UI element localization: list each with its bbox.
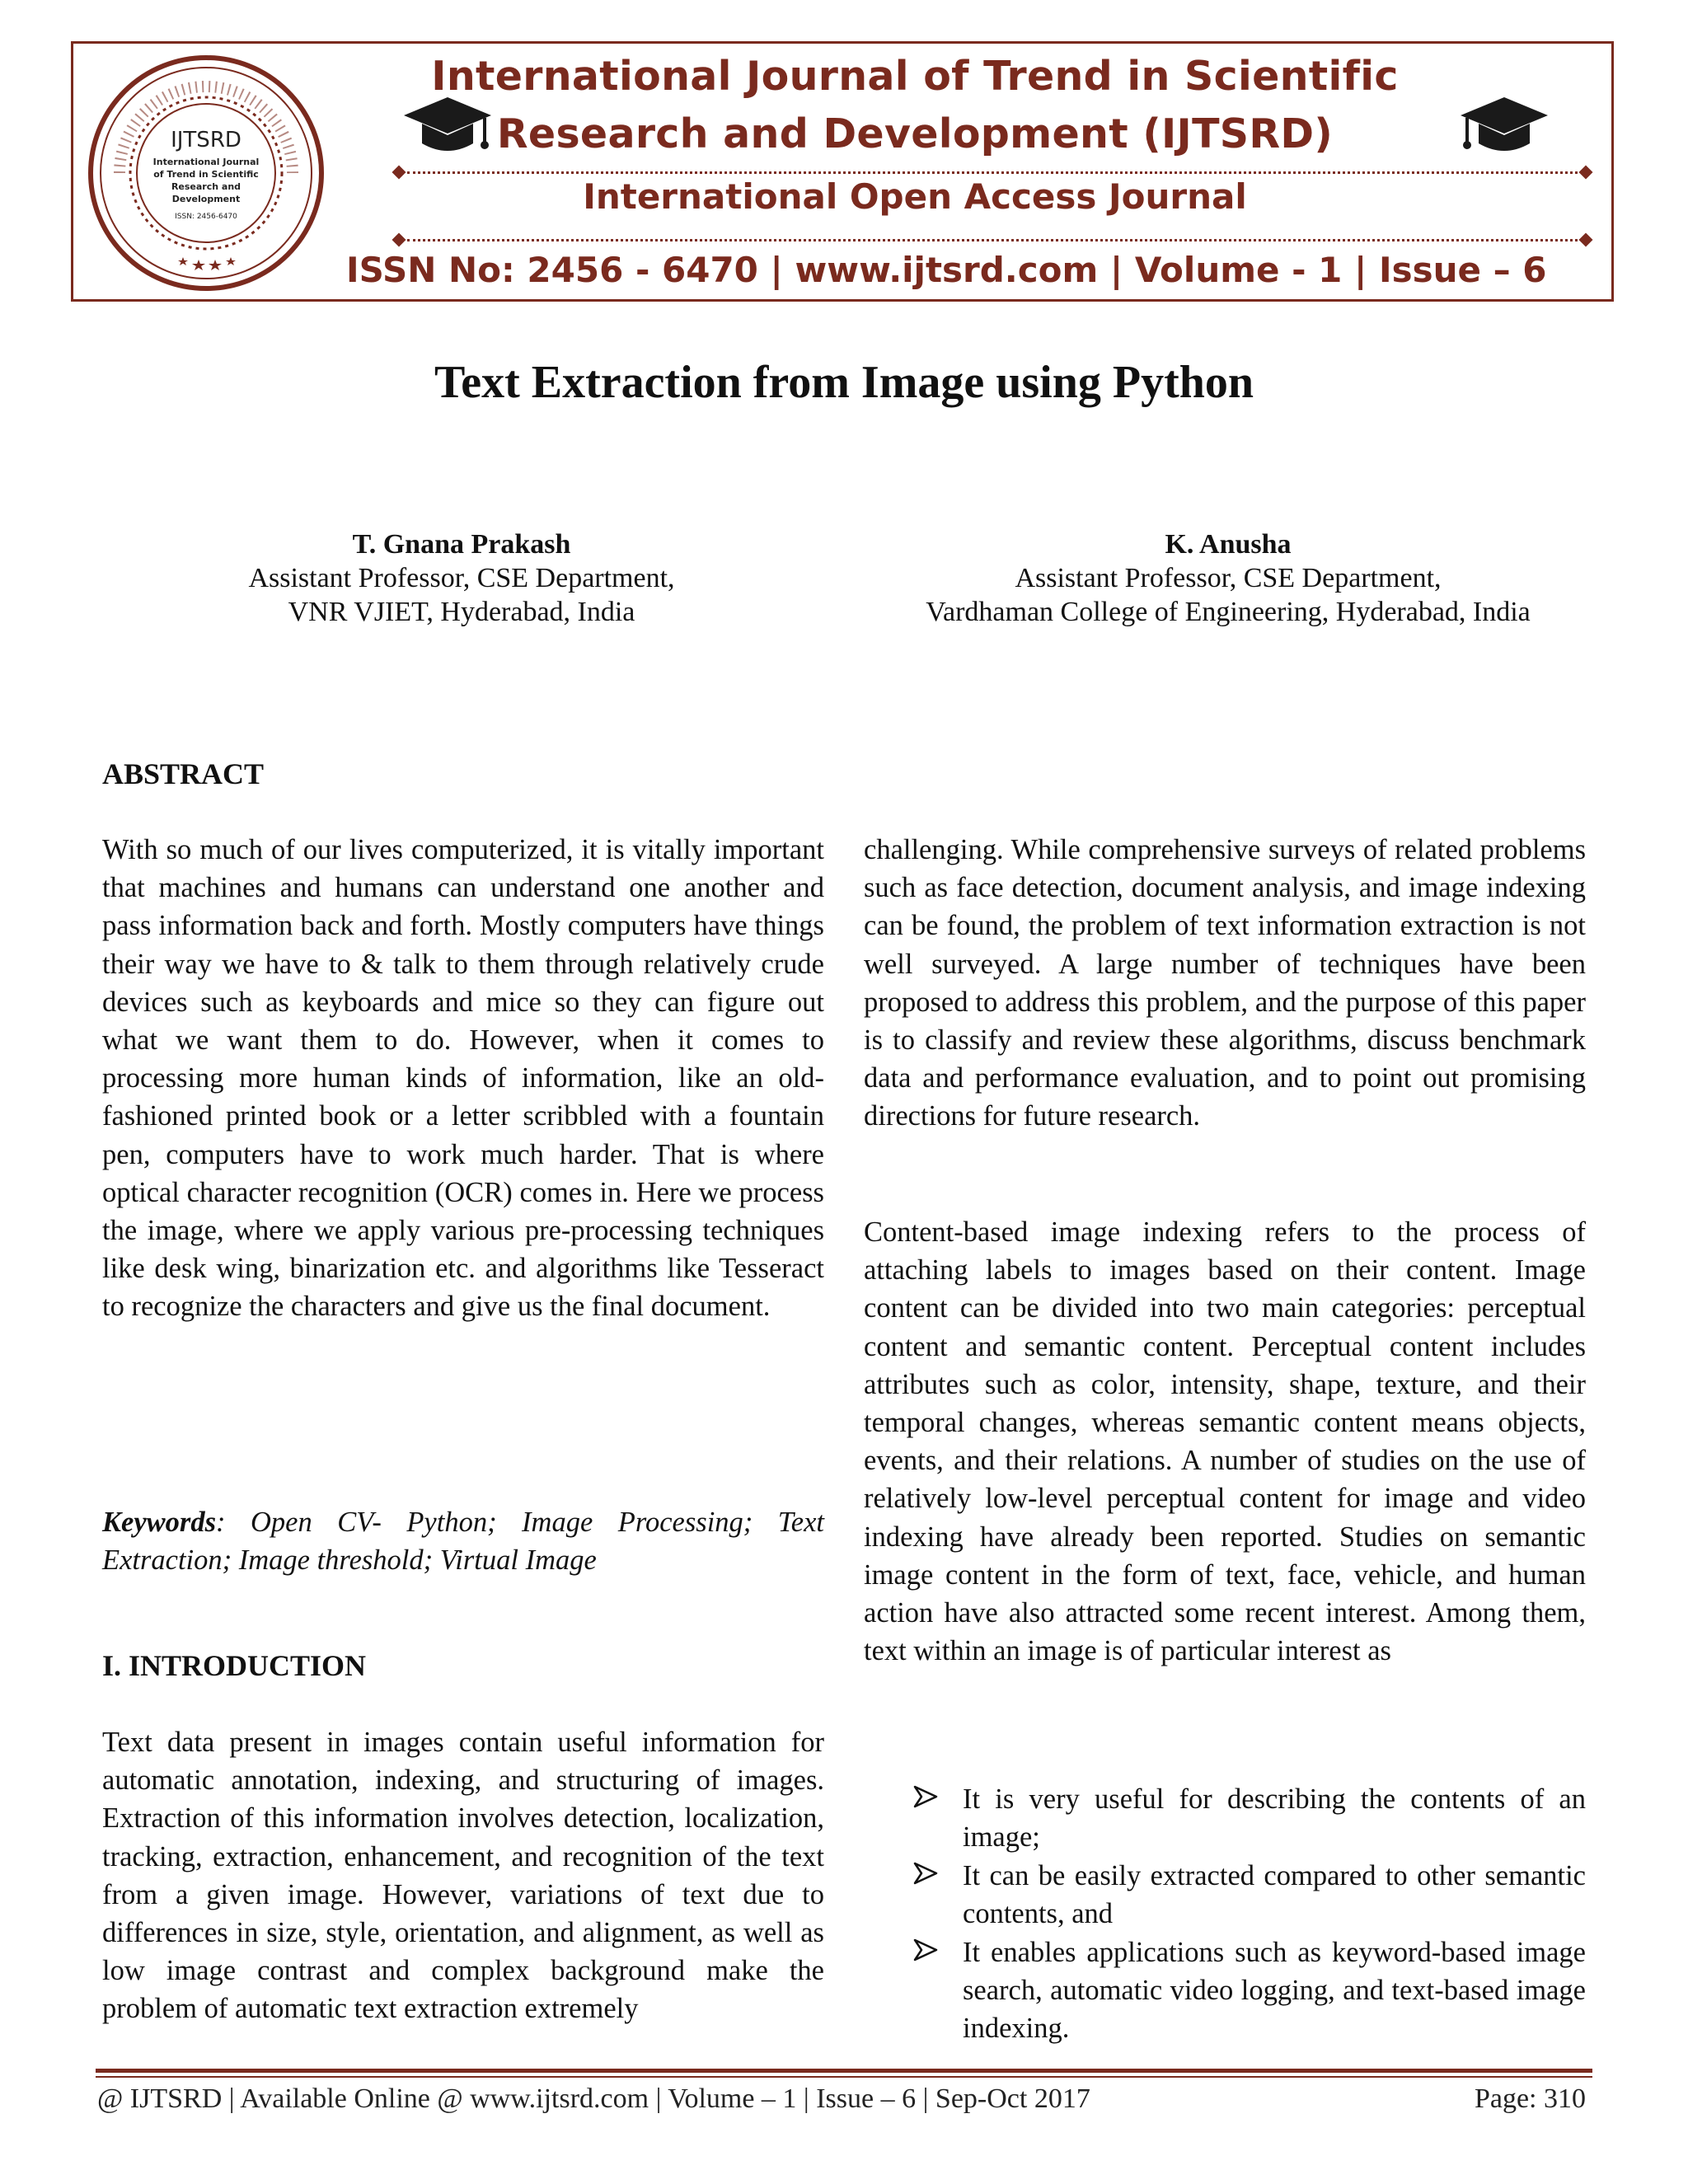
paragraph-text: Content-based image indexing refers to the process of attaching labels to images based on their content. Image content can be divided into two main categories: perceptual content and semantic content. Perceptual content includes attributes such as color, intensity, shape, texture, and their temporal changes, whereas semantic content means objects, events, and their relations. A number of studies on the use of relatively low-level perceptual content for image and video indexing have already been reported. Studies on semantic image content in the form of text, face, vehicle, and human action have also attracted some recent interest. Among them, text within an image is of particular interest as	[864, 1216, 1586, 1667]
introduction-heading: I. INTRODUCTION	[102, 1649, 367, 1682]
list-item-text: It enables applications such as keyword-based image search, automatic video logging, and text-based image indexing.	[963, 1937, 1586, 2044]
footer-rule	[96, 2069, 1592, 2073]
journal-seal-logo	[82, 49, 330, 297]
author-name: K. Anusha	[1165, 529, 1292, 560]
arrow-bullet-icon	[913, 1862, 938, 1885]
right-column-para2	[864, 1213, 1586, 1670]
author-role: Assistant Professor, CSE Department,	[1015, 563, 1442, 593]
keywords-paragraph	[102, 1503, 824, 1579]
arrow-bullet-icon	[913, 1938, 938, 1961]
dotted-divider	[407, 171, 1578, 174]
list-item	[913, 1933, 1586, 2047]
author-name: T. Gnana Prakash	[352, 529, 571, 560]
author-affiliation: Vardhaman College of Engineering, Hyderabad, India	[926, 597, 1531, 627]
right-column-para1	[864, 831, 1586, 1136]
journal-name-line1: International Journal of Trend in Scientific	[431, 53, 1399, 100]
journal-issn-line: ISSN No: 2456 - 6470 | www.ijtsrd.com | Volume - 1 | Issue – 6	[346, 250, 1547, 290]
svg-text:IJTSRD: IJTSRD	[171, 128, 241, 152]
footer-rule	[96, 2076, 1592, 2078]
paragraph-text: challenging. While comprehensive surveys of related problems such as face detection, document analysis, and image indexing can be found, the problem of text information extraction is not well surveyed. A large number of techniques have been proposed to address this problem, and the purpose of this paper is to classify and review these algorithms, discuss benchmark data and performance evaluation, and to point out promising directions for future research.	[864, 834, 1586, 1132]
list-item-text: It is very useful for describing the contents of an image;	[963, 1783, 1586, 1853]
keywords-block	[102, 1503, 824, 1579]
svg-text:Research and: Research and	[171, 181, 241, 192]
journal-name-line2: Research and Development (IJTSRD)	[496, 110, 1334, 157]
introduction-body	[102, 1723, 824, 2028]
author-block	[857, 527, 1599, 629]
abstract-body	[102, 831, 824, 1326]
abstract-heading: ABSTRACT	[102, 757, 265, 790]
svg-text:International Journal: International Journal	[152, 157, 260, 167]
author-affiliation: VNR VJIET, Hyderabad, India	[288, 597, 635, 627]
list-item	[913, 1780, 1586, 1856]
journal-subtitle: International Open Access Journal	[583, 176, 1247, 217]
svg-text:ISSN: 2456-6470: ISSN: 2456-6470	[175, 213, 237, 221]
arrow-bullet-icon	[913, 1785, 938, 1808]
paper-title: Text Extraction from Image using Python	[434, 357, 1254, 408]
bullet-list	[913, 1780, 1586, 2048]
introduction-text: Text data present in images contain useful information for automatic annotation, indexing, and structuring of images. Extraction of this information involves detection, localization, tracking, extraction, enhancement, and recognition of the text from a given image. However, variations of text due to differences in size, style, orientation, and alignment, as well as low image contrast and complex background make the problem of automatic text extraction extremely	[102, 1727, 824, 2025]
abstract-text: With so much of our lives computerized, it is vitally important that machines and humans can understand one another and pass information back and forth. Mostly computers have things their way we have to & talk to them through relatively crude devices such as keyboards and mice so they can figure out what we want them to do. However, when it comes to processing more human kinds of information, like an old-fashioned printed book or a letter scribbled with a fountain pen, computers have to work much harder. That is where optical character recognition (OCR) comes in. Here we process the image, where we apply various pre-processing techniques like desk wing, binarization etc. and algorithms like Tesseract to recognize the characters and give us the final document.	[102, 834, 824, 1323]
dotted-divider	[407, 239, 1578, 241]
footer-citation: @ IJTSRD | Available Online @ www.ijtsrd.com | Volume – 1 | Issue – 6 | Sep-Oct 2017	[97, 2083, 1090, 2114]
svg-text:of Trend in Scientific: of Trend in Scientific	[153, 169, 259, 180]
keywords-text: : Open CV- Python; Image Processing; Text Extraction; Image threshold; Virtual Image	[102, 1507, 824, 1577]
svg-text:Development: Development	[171, 194, 241, 204]
author-block	[132, 527, 791, 629]
list-item-text: It can be easily extracted compared to other semantic contents, and	[963, 1860, 1586, 1929]
keywords-label: Keywords	[102, 1507, 216, 1538]
page-number: Page: 310	[1474, 2083, 1586, 2114]
author-role: Assistant Professor, CSE Department,	[248, 563, 675, 593]
list-item	[913, 1857, 1586, 1933]
